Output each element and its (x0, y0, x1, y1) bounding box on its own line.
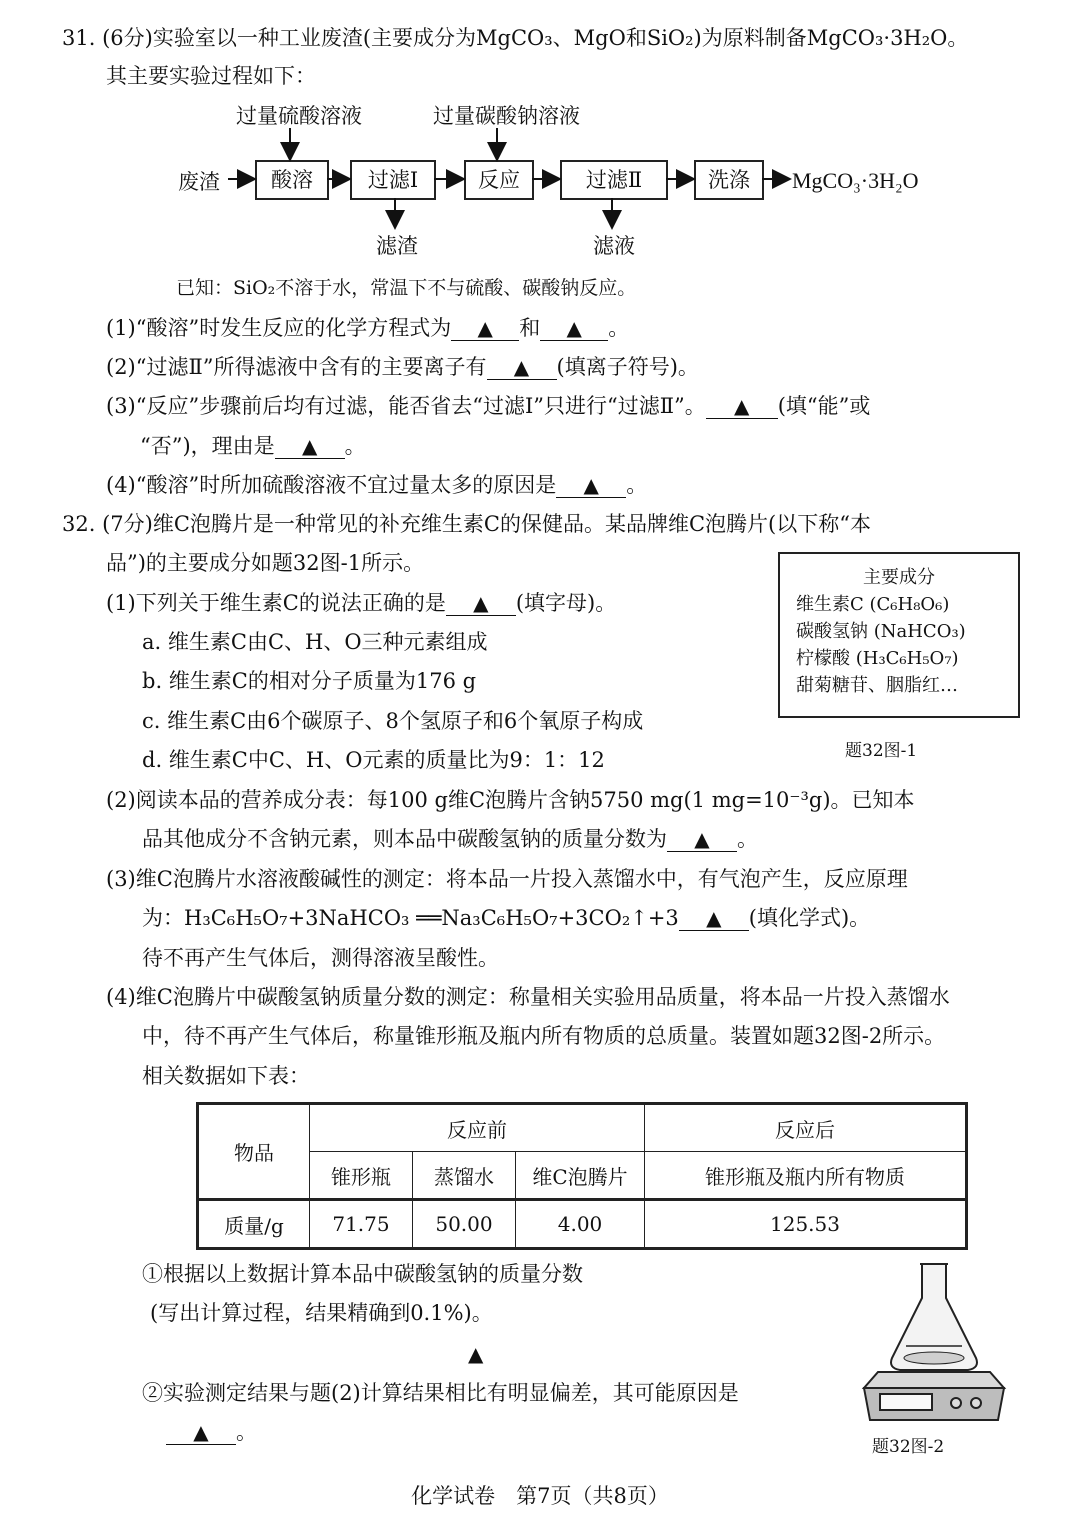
flow-out-residue: 滤渣 (376, 234, 418, 258)
q32-sub2-end: 。 (236, 1420, 257, 1444)
flow-start: 废渣 (178, 170, 220, 194)
figure-2-caption: 题32图-2 (872, 1437, 945, 1457)
q31-p2-text: (2)“过滤Ⅱ”所得滤液中含有的主要离子有 (106, 355, 487, 379)
ingredient-item: 甜菊糖苷、胭脂红… (796, 675, 958, 696)
q31-intro-2: 其主要实验过程如下： (106, 64, 316, 88)
answer-blank[interactable] (275, 434, 345, 459)
answer-mark-icon: ▲ (583, 473, 599, 497)
q32-sub-2: ②实验测定结果与题(2)计算结果相比有明显偏差，其可能原因是 (142, 1381, 739, 1405)
q31-part-3-cont (140, 432, 366, 460)
q31-p1-end: 。 (608, 316, 630, 340)
q32-intro-2: 品”)的主要成分如题32图-1所示。 (106, 551, 425, 575)
q31-p1-text: (1)“酸溶”时发生反应的化学方程式为 (106, 316, 452, 340)
answer-blank[interactable] (166, 1420, 236, 1445)
q31-known: 已知：SiO₂不溶于水，常温下不与硫酸、碳酸钠反应。 (176, 277, 637, 299)
table-header-item: 物品 (198, 1104, 310, 1200)
q32-p3-hint: (填化学式)。 (748, 906, 871, 930)
q32-intro: 32. (7分)维C泡腾片是一种常见的补充维生素C的保健品。某品牌维C泡腾片(以下称“本 (62, 512, 871, 536)
option-b: b. 维生素C的相对分子质量为176 g (142, 669, 477, 693)
q32-sub-1: ①根据以上数据计算本品中碳酸氢钠的质量分数 (142, 1262, 583, 1286)
flow-reagent-1: 过量硫酸溶液 (236, 104, 362, 128)
table-col-tablet: 维C泡腾片 (516, 1152, 645, 1200)
q32-p3-equation: 为：H₃C₆H₅O₇+3NaHCO₃ ══Na₃C₆H₅O₇+3CO₂↑+3 (142, 906, 679, 930)
q32-part-1 (106, 589, 616, 617)
ingredient-item: 柠檬酸 (H₃C₆H₅O₇) (796, 648, 959, 669)
q32-part-4-table-intro: 相关数据如下表： (142, 1064, 310, 1088)
page-footer: 化学试卷 第7页（共8页） (411, 1484, 669, 1508)
q31-p3-hint: (填“能”或 (777, 394, 871, 418)
q32-part-2-cont (142, 825, 758, 853)
option-a: a. 维生素C由C、H、O三种元素组成 (142, 630, 488, 654)
table-header-before: 反应前 (310, 1104, 645, 1152)
q32-p2-text: 品其他成分不含钠元素，则本品中碳酸氢钠的质量分数为 (142, 827, 667, 851)
answer-mark-icon: ▲ (513, 355, 530, 379)
table-row-label: 质量/g (198, 1200, 310, 1249)
ingredient-item: 碳酸氢钠 (NaHCO₃) (796, 621, 966, 642)
q32-p1-text: (1)下列关于维生素C的说法正确的是 (106, 591, 446, 615)
ingredients-title: 主要成分 (863, 567, 935, 588)
flow-product: MgCO₃·3H₂O (792, 168, 919, 193)
q31-p4-text: (4)“酸溶”时所加硫酸溶液不宜过量太多的原因是 (106, 473, 557, 497)
q31-part-4 (106, 471, 647, 499)
q32-part-2: (2)阅读本品的营养成分表：每100 g维C泡腾片含钠5750 mg(1 mg=10⁻³g)。已知本 (106, 788, 915, 812)
answer-mark-icon: ▲ (477, 316, 493, 340)
option-d: d. 维生素C中C、H、O元素的质量比为9：1：12 (142, 748, 605, 772)
table-row (198, 1104, 967, 1152)
table-row (198, 1200, 967, 1249)
answer-area[interactable] (468, 1340, 483, 1368)
table-col-flask: 锥形瓶 (310, 1152, 413, 1200)
answer-blank[interactable] (556, 473, 626, 498)
ingredient-item: 维生素C (C₆H₈O₆) (796, 594, 950, 615)
answer-blank[interactable] (451, 316, 519, 341)
q31-p3-end: 。 (344, 434, 366, 458)
answer-blank[interactable] (706, 394, 778, 419)
q31-p3-text: (3)“反应”步骤前后均有过滤，能否省去“过滤Ⅰ”只进行“过滤Ⅱ”。 (106, 394, 706, 418)
q31-p2-end: (填离子符号)。 (556, 355, 699, 379)
answer-mark-icon: ▲ (473, 591, 489, 615)
q32-sub-1-note: (写出计算过程，结果精确到0.1%)。 (150, 1301, 493, 1325)
answer-mark-icon: ▲ (468, 1342, 484, 1366)
q32-sub-2-answer (166, 1418, 257, 1446)
table-cell: 71.75 (310, 1200, 413, 1249)
q31-part-2 (106, 353, 699, 381)
answer-blank[interactable] (667, 827, 737, 852)
ingredients-box (778, 552, 1020, 718)
table-row (198, 1152, 967, 1200)
data-table (196, 1102, 968, 1250)
answer-mark-icon: ▲ (566, 316, 582, 340)
q32-p1-end: (填字母)。 (515, 591, 617, 615)
flask-on-scale-illustration (858, 1258, 1010, 1428)
q32-part-3: (3)维C泡腾片水溶液酸碱性的测定：将本品一片投入蒸馏水中，有气泡产生，反应原理 (106, 867, 908, 891)
q31-p4-end: 。 (626, 473, 648, 497)
flow-arrows (0, 0, 1080, 260)
q32-part-4: (4)维C泡腾片中碳酸氢钠质量分数的测定：称量相关实验用品质量，将本品一片投入蒸馏水 (106, 985, 950, 1009)
table-cell: 50.00 (413, 1200, 516, 1249)
q32-p2-end: 。 (737, 827, 758, 851)
flow-step-acid: 酸溶 (255, 160, 329, 200)
answer-blank[interactable] (487, 355, 557, 380)
table-col-water: 蒸馏水 (413, 1152, 516, 1200)
q31-intro: 31. (6分)实验室以一种工业废渣(主要成分为MgCO₃、MgO和SiO₂)为原料制备MgCO₃·3H₂O。 (62, 26, 969, 50)
answer-mark-icon: ▲ (193, 1420, 209, 1444)
answer-mark-icon: ▲ (301, 434, 318, 458)
flow-step-wash: 洗涤 (694, 160, 764, 200)
answer-mark-icon: ▲ (734, 394, 750, 418)
table-col-total: 锥形瓶及瓶内所有物质 (645, 1152, 967, 1200)
figure-1-caption: 题32图-1 (845, 741, 918, 761)
flow-reagent-2: 过量碳酸钠溶液 (433, 104, 580, 128)
answer-blank[interactable] (679, 906, 749, 931)
table-header-after: 反应后 (645, 1104, 967, 1152)
flow-out-filtrate: 滤液 (593, 234, 635, 258)
option-c: c. 维生素C由6个碳原子、8个氢原子和6个氧原子构成 (142, 709, 644, 733)
q32-part-4-cont: 中，待不再产生气体后，称量锥形瓶及瓶内所有物质的总质量。装置如题32图-2所示。 (142, 1024, 946, 1048)
answer-blank[interactable] (540, 316, 608, 341)
table-cell: 125.53 (645, 1200, 967, 1249)
answer-mark-icon: ▲ (694, 827, 710, 851)
q31-p3-reason: “否”)，理由是 (140, 434, 275, 458)
q32-part-3-note: 待不再产生气体后，测得溶液呈酸性。 (142, 946, 499, 970)
answer-mark-icon: ▲ (706, 906, 722, 930)
q31-part-1 (106, 314, 629, 342)
answer-blank[interactable] (446, 591, 516, 616)
table-cell: 4.00 (516, 1200, 645, 1249)
flow-step-filter-2: 过滤Ⅱ (560, 160, 668, 200)
q31-p1-and: 和 (519, 316, 541, 340)
q31-part-3 (106, 392, 870, 420)
q32-part-3-eq (142, 904, 870, 932)
flow-step-react: 反应 (464, 160, 534, 200)
flow-step-filter-1: 过滤Ⅰ (350, 160, 436, 200)
